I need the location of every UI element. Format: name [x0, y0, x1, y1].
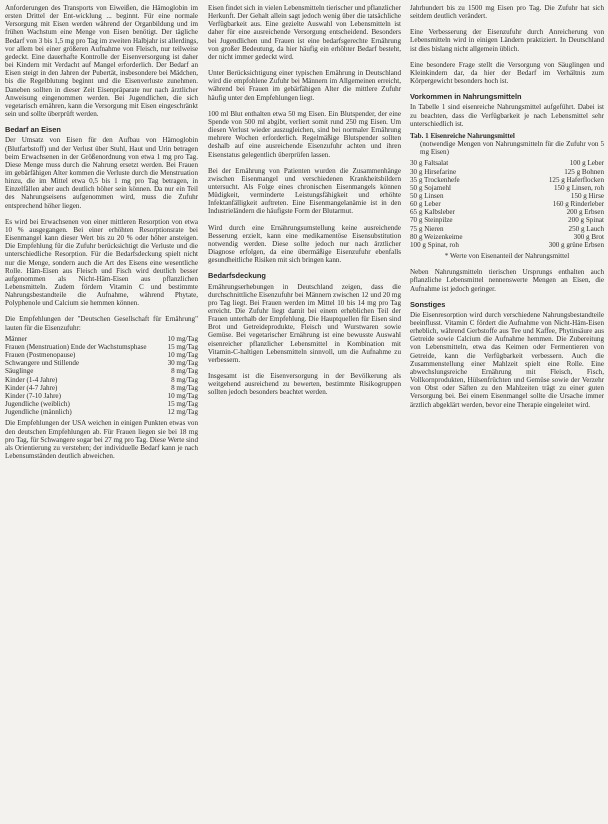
row-value: 125 g Haferflocken	[548, 175, 604, 184]
table-footnote: * Werte von Eisenanteil der Nahrungsmittel	[444, 252, 570, 261]
paragraph: Insgesamt ist die Eisenversorgung in der Bevölkerung als weitgehend ausreichend zu bewerten, bestimmte Risikogruppen sollten jedoch besonders beachtet werden.	[208, 372, 401, 397]
row-label: 100 g Spinat, roh	[410, 240, 459, 249]
row-value: 10 mg/Tag	[167, 391, 198, 400]
row-label: 80 g Weizenkeime	[410, 232, 463, 241]
paragraph: Unter Berücksichtigung einer typischen Ernährung in Deutschland wird die empfohlene Zufuhr bei Männern im Allgemeinen erreicht, während bei Frauen im gebärfähigen Alter die mittlere Zufuhr häufig unter den Empfehlungen liegt.	[208, 69, 401, 102]
table-row	[5, 335, 198, 343]
paragraph: Es wird bei Erwachsenen von einer mittleren Resorption von etwa 10 % ausgegangen. Bei einer erhöhten Resorptionsrate bei Eisenmangel kann dieser Wert bis zu 20 % oder höher ansteigen. Die Empfehlung für die Zufuhr berücksichtigt die Verluste und die unterschiedliche Resorption. Für die Bedarfsdeckung spielt nicht nur die Menge, sondern auch die Art des Eisens eine wesentliche Rolle. Häm-Eisen aus Fleisch und Fisch wird deutlich besser aufgenommen als Nicht-Häm-Eisen aus pflanzlichen Lebensmitteln. Zudem fördern Vitamin C und bestimmte Nahrungsbestandteile die Aufnahme, während Phytate, Polyphenole und Calcium sie hemmen können.	[5, 217, 198, 308]
row-value: 10 mg/Tag	[167, 351, 198, 360]
table-row	[5, 367, 198, 375]
paragraph: Eine besondere Frage stellt die Versorgung von Säuglingen und Kleinkindern dar, da hier der Bedarf im Verhältnis zum Körpergewicht besonders hoch ist.	[410, 60, 604, 86]
paragraph: Der Umsatz von Eisen für den Aufbau von Hämoglobin (Blutfarbstoff) und der Verlust über Stuhl, Haut und Urin betragen beim Erwachsenen in der Größenordnung von etwa 1 mg pro Tag. Diese Menge muss durch die Nahrung ersetzt werden. Bei Frauen im gebärfähigen Alter kommen die Verluste durch die Menstruation hinzu, die im Mittel etwa 0,5 bis 1 mg pro Tag betragen, in Einzelfällen aber auch deutlich höher sein können. Da nur ein Teil des Nahrungseisens aufgenommen wird, muss die Zufuhr entsprechend höher liegen.	[5, 136, 198, 210]
row-value: 8 mg/Tag	[171, 375, 198, 384]
paragraph: Eisen findet sich in vielen Lebensmitteln tierischer und pflanzlicher Herkunft. Der Gehalt allein sagt jedoch wenig über die tatsächliche Verfügbarkeit aus. Eine gezielte Auswahl von Lebensmitteln ist daher für eine ausreichende Versorgung entscheidend. Besonders bei Jugendlichen und Frauen ist eine bedarfsgerechte Ernährung von großer Bedeutung, da hier häufig ein erhöhter Bedarf besteht, der nicht immer gedeckt wird.	[208, 4, 401, 61]
row-label: 35 g Trockenhefe	[410, 175, 460, 184]
row-value: 200 g Erbsen	[566, 208, 604, 217]
column-3	[410, 4, 604, 409]
paragraph: Jahrhundert bis zu 1500 mg Eisen pro Tag. Die Zufuhr hat sich seitdem deutlich verändert.	[410, 4, 604, 21]
table-row	[410, 159, 604, 167]
row-value: 15 mg/Tag	[167, 400, 198, 409]
row-label: Kinder (4-7 Jahre)	[5, 383, 58, 392]
row-label: Kinder (7-10 Jahre)	[5, 391, 61, 400]
table-row	[5, 376, 198, 384]
table-row	[410, 168, 604, 176]
table-row	[5, 392, 198, 400]
row-value: 300 g Brot	[573, 232, 604, 241]
section-heading: Sonstiges	[410, 299, 446, 309]
table-row	[410, 241, 604, 249]
section-heading: Bedarf an Eisen	[5, 125, 61, 135]
row-label: Jugendliche (weiblich)	[5, 400, 70, 409]
row-value: 10 mg/Tag	[167, 334, 198, 343]
section-heading: Vorkommen in Nahrungsmitteln	[410, 92, 522, 102]
row-label: 60 g Leber	[410, 200, 441, 209]
table-row	[5, 343, 198, 351]
row-value: 8 mg/Tag	[171, 383, 198, 392]
row-label: 30 g Hirsefarine	[410, 167, 457, 176]
table-row	[5, 351, 198, 359]
row-value: 150 g Hirse	[570, 191, 604, 200]
row-label: 30 g Faltsalat	[410, 159, 449, 168]
row-label: Kinder (1-4 Jahre)	[5, 375, 58, 384]
row-value: 250 g Lauch	[568, 224, 604, 233]
row-value: 100 g Leber	[569, 159, 604, 168]
row-value: 15 mg/Tag	[167, 342, 198, 351]
table-row	[410, 208, 604, 216]
row-label: 50 g Linsen	[410, 191, 444, 200]
paragraph: Wird durch eine Ernährungsumstellung keine ausreichende Besserung erzielt, kann eine medikamentöse Eisensubstitution notwendig werden. Diese sollte jedoch nur nach ärztlicher Diagnose erfolgen, da eine übermäßige Eisenzufuhr ebenfalls gesundheitliche Risiken mit sich bringen kann.	[208, 223, 401, 265]
recommendation-table	[5, 335, 198, 417]
table-row	[410, 225, 604, 233]
table-row	[410, 200, 604, 208]
paragraph: Bei der Ernährung von Patienten wurden die Zusammenhänge zwischen Eisenmangel und verschiedenen Krankheitsbildern untersucht. Als Folge eines chronischen Eisenmangels können Müdigkeit, verminderte Leistungsfähigkeit und erhöhte Infektanfälligkeit auftreten. Eine Eisenmangelanämie ist in den Industrieländern die häufigste Form der Blutarmut.	[208, 166, 401, 216]
paragraph: Die Empfehlungen der "Deutschen Gesellschaft für Ernährung" lauten für die Eisenzufuhr:	[5, 315, 198, 332]
row-value: 30 mg/Tag	[167, 359, 198, 368]
row-value: 125 g Bohnen	[564, 167, 604, 176]
food-table	[410, 159, 604, 249]
table-row	[410, 184, 604, 192]
paragraph: Die Eisenresorption wird durch verschiedene Nahrungsbestandteile beeinflusst. Vitamin C fördert die Aufnahme von Nicht-Häm-Eisen erheblich, während Gerbstoffe aus Tee und Kaffee, Phytinsäure aus Getreide sowie Calcium die Aufnahme hemmen. Die Zubereitung von Lebensmitteln, etwa das Keimen oder Fermentieren von Getreide, kann die Verfügbarkeit verbessern. Auch die Zusammenstellung einer Mahlzeit spielt eine Rolle. Eine abwechslungsreiche Ernährung mit Fleisch, Fisch, Vollkornprodukten, Hülsenfrüchten und Gemüse sowie der Verzehr von Obst oder Säften zu den Mahlzeiten trägt zu einer guten Versorgung bei. Bei einem Eisenmangel sollte die Ursache immer ärztlich abgeklärt werden, bevor eine Therapie eingeleitet wird.	[410, 310, 604, 409]
row-label: Schwangere und Stillende	[5, 359, 80, 368]
table-row	[5, 384, 198, 392]
row-value: 200 g Spinat	[568, 216, 604, 225]
paragraph: Ernährungserhebungen in Deutschland zeigen, dass die durchschnittliche Eisenzufuhr bei Männern zwischen 12 und 20 mg pro Tag liegt. Bei Frauen werden im Mittel 10 bis 14 mg pro Tag erreicht. Die Zufuhr liegt damit bei einem erheblichen Teil der Frauen unterhalb der Empfehlung. Die Hauptquellen für Eisen sind Brot und Getreideprodukte, Fleisch und Wurstwaren sowie Gemüse. Bei vegetarischer Ernährung ist eine bewusste Auswahl eisenreicher pflanzlicher Lebensmittel in Kombination mit Vitamin-C-haltigen Lebensmitteln sinnvoll, um die Aufnahme zu verbessern.	[208, 282, 401, 364]
row-label: Männer	[5, 334, 28, 343]
row-label: Jugendliche (männlich)	[5, 408, 72, 417]
row-label: Frauen (Menstruation) Ende der Wachstumsphase	[5, 342, 147, 351]
paragraph: Die Empfehlungen der USA weichen in einigen Punkten etwas von den deutschen Empfehlungen ab. Für Frauen liegen sie bei 18 mg pro Tag, für Schwangere sogar bei 27 mg pro Tag. Diese Werte sind als Orientierung zu verstehen; der individuelle Bedarf kann je nach Lebensumständen deutlich abweichen.	[5, 419, 198, 460]
paragraph: Anforderungen des Transports von Eiweißen, die Hämoglobin im ersten Drittel der Ent-wicklung ... beginnt. Für eine normale Versorgung mit Eisen werden während der Organbildung und im frühen Wachstum eine Menge von Eisen benötigt. Der tägliche Bedarf von 3 bis 1,5 mg pro Tag im zweiten Halbjahr ist allerdings, vor allem bei einer größeren Aufnahme von Fleisch, nur teilweise gedeckt. Eine dauerhafte Kontrolle der Eisenversorgung ist daher bei Kindern mit Verdacht auf Mangel erforderlich. Der Bedarf an Eisen steigt in den Jahren der Pubertät, insbesondere bei Mädchen, bis die Regelblutung beginnt und die Eisenverluste zunehmen. Daneben sollten in dieser Zeit Eisenpräparate nur nach ärztlicher Anweisung eingenommen werden. Bei Jugendlichen, die sich vegetarisch ernähren, kann die Versorgung mit Eisen eingeschränkt sein und sollte überprüft werden.	[5, 4, 198, 119]
row-label: 50 g Sojamehl	[410, 183, 451, 192]
row-label: 75 g Nieren	[410, 224, 444, 233]
paragraph: 100 ml Blut enthalten etwa 50 mg Eisen. Ein Blutspender, der eine Spende von 500 ml abgibt, verliert somit rund 250 mg Eisen. Um diesen Verlust wieder auszugleichen, sind bei normaler Ernährung mehrere Wochen erforderlich. Regelmäßige Blutspender sollten deshalb auf eine ausreichende Eisenzufuhr achten und ihren Eisenstatus gelegentlich überprüfen lassen.	[208, 109, 401, 159]
row-label: 70 g Steinpilze	[410, 216, 453, 225]
row-label: 65 g Kalbsleber	[410, 208, 455, 217]
row-value: 160 g Rinderleber	[552, 200, 604, 209]
row-value: 12 mg/Tag	[167, 408, 198, 417]
table-row	[5, 400, 198, 408]
paragraph: Neben Nahrungsmitteln tierischen Ursprungs enthalten auch pflanzliche Lebensmittel nennenswerte Mengen an Eisen, die Aufnahme ist jedoch geringer.	[410, 268, 604, 293]
table-row	[410, 192, 604, 200]
column-1	[5, 4, 198, 460]
row-value: 8 mg/Tag	[171, 367, 198, 376]
paragraph: In Tabelle 1 sind eisenreiche Nahrungsmittel aufgeführt. Dabei ist zu beachten, dass die Verfügbarkeit je nach Lebensmittel sehr unterschiedlich ist.	[410, 103, 604, 128]
row-label: Säuglinge	[5, 367, 34, 376]
table-row	[5, 359, 198, 367]
table-title: Tab. 1 Eisenreiche Nahrungsmittel	[410, 131, 515, 140]
table-row	[5, 408, 198, 416]
row-value: 300 g grüne Erbsen	[548, 240, 604, 249]
column-2	[208, 4, 401, 397]
table-row	[410, 216, 604, 224]
table-row	[410, 233, 604, 241]
table-subtitle: (notwendige Mengen von Nahrungsmitteln für die Zufuhr von 5 mg Eisen)	[420, 140, 604, 157]
row-label: Frauen (Postmenopause)	[5, 351, 76, 360]
table-row	[410, 176, 604, 184]
section-heading: Bedarfsdeckung	[208, 271, 266, 281]
row-value: 150 g Linsen, roh	[553, 183, 604, 192]
paragraph: Eine Verbesserung der Eisenzufuhr durch Anreicherung von Lebensmitteln wird in einigen Ländern praktiziert. In Deutschland ist dies bislang nicht allgemein üblich.	[410, 28, 604, 53]
